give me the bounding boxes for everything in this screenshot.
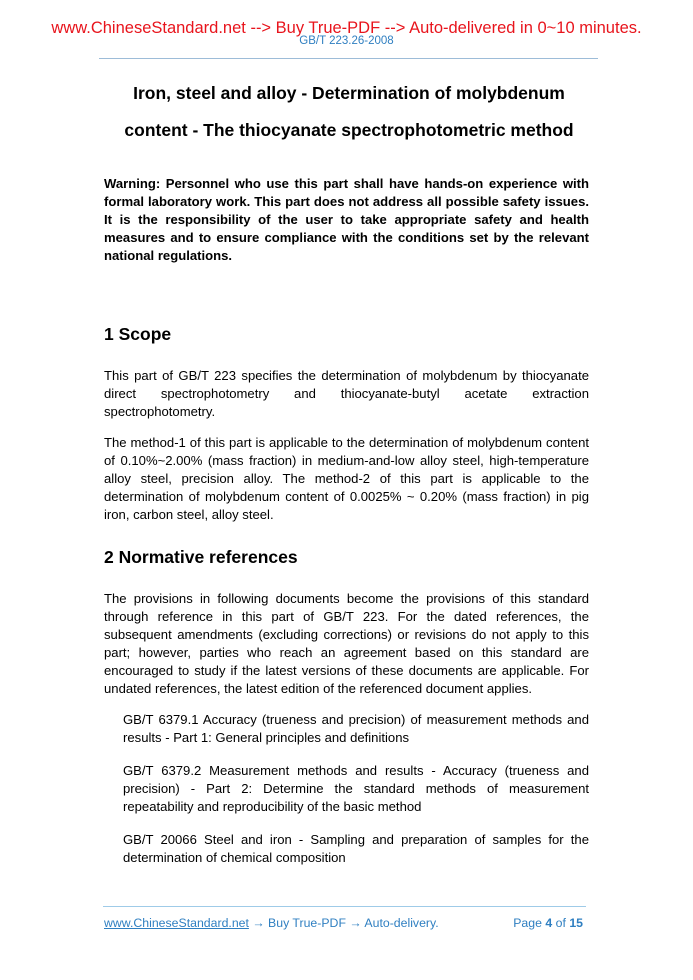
document-title-line-1: Iron, steel and alloy - Determination of molybdenum (133, 83, 565, 103)
normative-references-paragraph: The provisions in following documents become the provisions of this standard through reference in this part of GB/T 223. For the dated references, the subsequent amendments (excluding corrections) or revisions do not apply to this part; however, parties who reach an agreement based on this standard are encouraged to study if the latest versions of these documents are applicable. For undated references, the latest edition of the referenced document applies. (104, 591, 589, 696)
page-total: 15 (569, 916, 583, 930)
section-heading-scope: 1 Scope (104, 324, 172, 344)
banner-site-link[interactable]: www.ChineseStandard.net (51, 19, 246, 37)
reference-item: GB/T 6379.1 Accuracy (trueness and precision) of measurement methods and results - Part 1: General principles and definitions (123, 712, 589, 745)
page-label: Page (513, 916, 542, 930)
header-divider (99, 58, 598, 59)
page-indicator (513, 916, 583, 930)
page-of: of (555, 916, 566, 930)
document-title-line-2: content - The thiocyanate spectrophotometric method (124, 120, 574, 140)
warning-paragraph: Warning: Personnel who use this part shall have hands-on experience with formal laboratory work. This part does not address all possible safety issues. It is the responsibility of the user to take appropriate safety and health measures and to ensure compliance with the conditions set by the relevant national regulations. (104, 176, 589, 263)
document-code: GB/T 223.26-2008 (299, 35, 394, 47)
scope-paragraph-1: This part of GB/T 223 specifies the determination of molybdenum by thiocyanate direct spectrophotometry and thiocyanate-butyl acetate extraction spectrophotometry. (104, 368, 589, 419)
banner-text: --> Buy True-PDF --> Auto-delivered in 0~10 minutes. (245, 19, 642, 37)
footer-site-link[interactable]: www.ChineseStandard.net (104, 916, 249, 930)
reference-item: GB/T 6379.2 Measurement methods and results - Accuracy (trueness and precision) - Part 2: Determine the standard methods of measurement repeatability and reproducibility of the basic method (123, 763, 589, 814)
scope-paragraph-2: The method-1 of this part is applicable to the determination of molybdenum content of 0.10%~2.00% (mass fraction) in medium-and-low alloy steel, high-temperature alloy steel, precision alloy. The method-2 of this part is applicable to the determination of molybdenum content of 0.0025% ~ 0.20% (mass fraction) in pig iron, carbon steel, alloy steel. (104, 435, 589, 522)
page-footer (104, 916, 587, 930)
section-heading-normative-references: 2 Normative references (104, 547, 298, 567)
reference-item: GB/T 20066 Steel and iron - Sampling and preparation of samples for the determination of chemical composition (123, 832, 589, 865)
page-current: 4 (545, 916, 553, 930)
footer-divider (103, 906, 586, 907)
footer-text: → Buy True-PDF → Auto-delivery. (248, 916, 439, 930)
